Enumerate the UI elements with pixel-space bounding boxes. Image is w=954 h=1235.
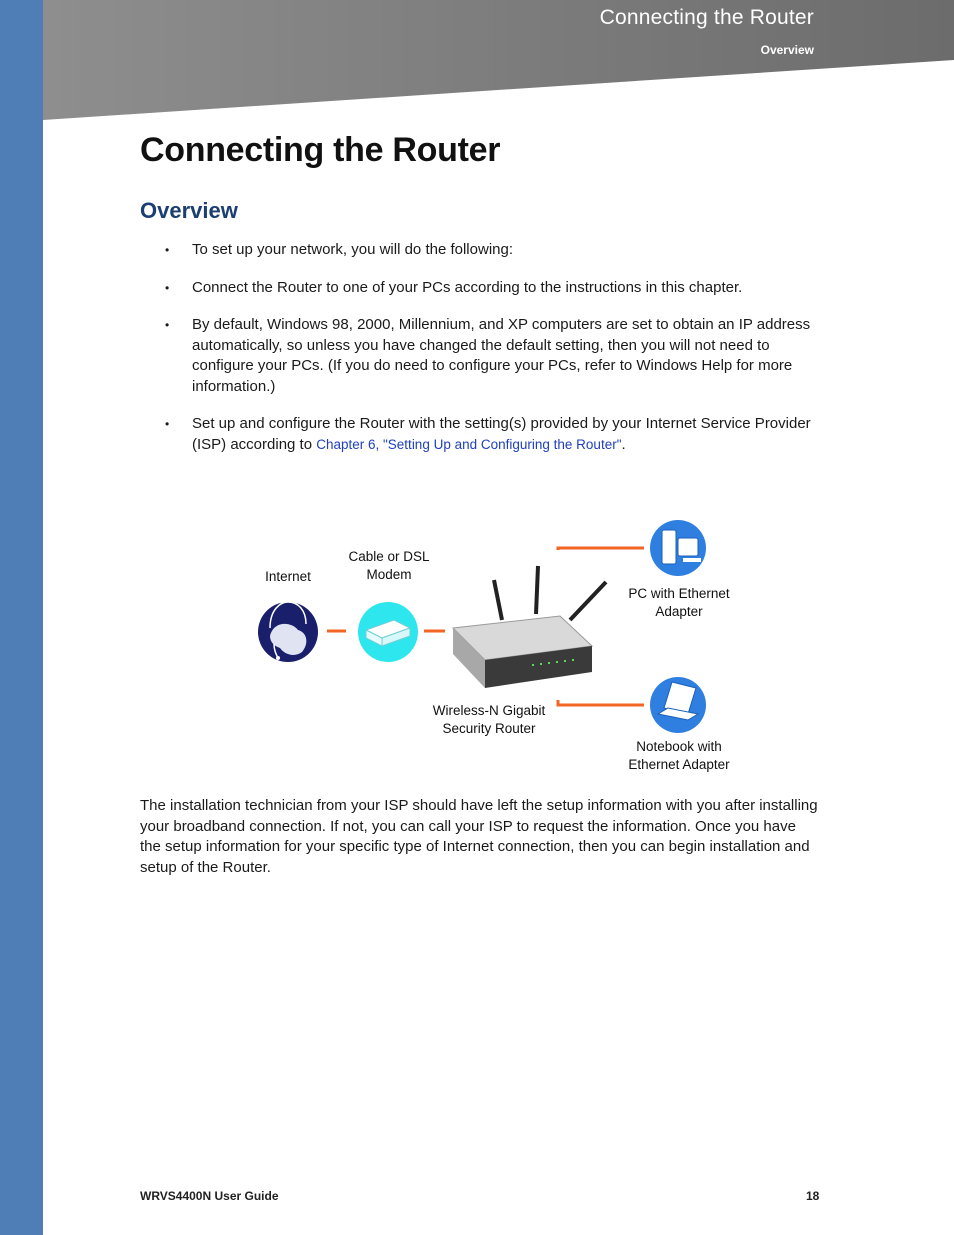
modem-label-line1: Cable or DSL [348,549,430,564]
network-diagram [240,510,760,780]
modem-label-line2: Modem [366,567,412,582]
internet-label: Internet [265,569,311,584]
left-color-band [0,0,43,1235]
header-chapter-title: Connecting the Router [599,6,814,29]
chapter-6-link[interactable]: Chapter 6, "Setting Up and Configuring the Router" [316,436,622,452]
bullet-item: • By default, Windows 98, 2000, Millennium, and XP computers are set to obtain an IP address automatically, so unless you have changed the default setting, then you will not need to configure your PCs. (If you do need to configure your PCs, refer to Windows Help for more information.) [165,315,825,397]
bullet-item-with-link [165,414,825,455]
bullet-text: Set up and configure the Router with the setting(s) provided by your Internet Service Provider (ISP) according to [192,415,811,453]
notebook-icon [650,677,706,733]
pc-label-line2: Adapter [655,604,703,619]
notebook-label [610,738,748,774]
pc-icon [650,520,706,576]
router-label-line2: Security Router [442,721,536,736]
bullet-item: • To set up your network, you will do the following: [165,240,825,261]
bullet-end: . [621,435,626,453]
footer-page-number: 18 [806,1189,820,1203]
header-section-title: Overview [760,43,814,57]
router-icon [453,566,606,688]
bullet-item: • Connect the Router to one of your PCs according to the instructions in this chapter. [165,278,825,299]
router-label [420,702,558,738]
notebook-label-line1: Notebook with [636,739,722,754]
section-title: Overview [140,198,238,223]
router-label-line1: Wireless-N Gigabit [432,703,546,718]
pc-label [610,585,748,621]
body-paragraph: The installation technician from your ISP should have left the setup information with you after installing your broadband connection. If not, you can call your ISP to request the information. Once you have the setup information for your specific type of Internet connection, then you can begin installation and setup of the Router. [140,797,818,876]
internet-globe-icon [258,602,318,662]
modem-icon [358,602,418,662]
notebook-label-line2: Ethernet Adapter [628,757,730,772]
pc-label-line1: PC with Ethernet [628,586,730,601]
bullet-list [165,240,825,472]
modem-label [340,548,438,584]
footer-guide-name: WRVS4400N User Guide [140,1189,279,1203]
page-title: Connecting the Router [140,131,501,169]
